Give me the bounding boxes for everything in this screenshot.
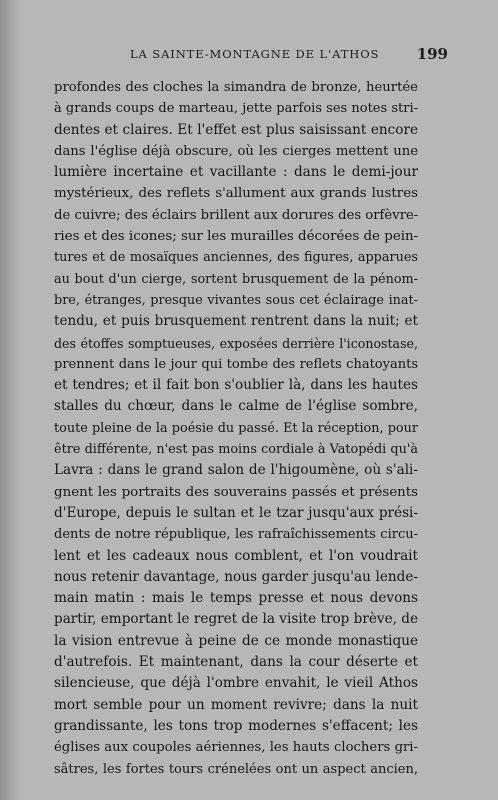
text-line: lumière incertaine et vacillante : dans le demi-jour — [54, 164, 418, 181]
text-line: de cuivre; des éclairs brillent aux dorures des orfèvre- — [54, 207, 419, 223]
text-line: au bout d'un cierge, sortent brusquement de la pénom- — [54, 271, 418, 287]
text-line: main matin : mais le temps presse et nous devons — [54, 590, 418, 607]
page-header — [48, 44, 448, 68]
text-line: et tendres; et il fait bon s'oublier là, dans les hautes — [54, 377, 418, 394]
text-line: Lavra : dans le grand salon de l'higoumène, où s'ali- — [54, 462, 418, 479]
running-title: LA SAINTE-MONTAGNE DE L'ATHOS — [130, 47, 380, 61]
text-line: stalles du chœur, dans le calme de l'église sombre, — [54, 398, 418, 415]
text-line: bre, étranges, presque vivantes sous cet éclairage inat- — [54, 292, 418, 308]
text-line: profondes des cloches la simandra de bronze, heurtée — [54, 80, 418, 95]
text-line: lent et les cadeaux nous comblent, et l'on voudrait — [54, 547, 418, 564]
text-line: prennent dans le jour qui tombe des reflets chatoyants — [54, 356, 418, 372]
text-line: ries et des icones; sur les murailles décorées de pein- — [54, 229, 419, 245]
text-line: dents de notre république, les rafraîchissements circu- — [54, 527, 418, 543]
text-line: toute pleine de la poésie du passé. Et la réception, pour — [54, 420, 418, 436]
page-gutter-shadow — [0, 0, 20, 800]
text-line: être différente, n'est pas moins cordiale à Vatopédi qu'à — [54, 442, 418, 458]
text-line: dans l'église déjà obscure, où les cierges mettent une — [54, 143, 418, 159]
text-line: sâtres, les fortes tours crénelées ont un aspect ancien, — [54, 761, 418, 777]
body-text — [54, 77, 418, 780]
text-line: des étoffes somptueuses, exposées derrière l'iconostase, — [54, 335, 418, 351]
text-line: dentes et claires. Et l'effet est plus saisissant encore — [54, 121, 418, 138]
text-line: grandissante, les tons trop modernes s'effacent; les — [54, 717, 418, 734]
text-line: mystérieux, des reflets s'allument aux grands lustres — [54, 186, 418, 202]
text-line: d'autrefois. Et maintenant, dans la cour déserte et — [54, 654, 418, 671]
text-line: partir, emportant le regret de la visite trop brève, de — [54, 611, 419, 628]
text-line: silencieuse, que déjà l'ombre envahit, le vieil Athos — [54, 675, 418, 692]
text-line: tendu, et puis brusquement rentrent dans la nuit; et — [54, 313, 418, 330]
text-line: tures et de mosaïques anciennes, des figures, apparues — [54, 250, 418, 266]
text-line: gnent les portraits des souverains passés et présents — [54, 484, 418, 500]
page-number: 199 — [416, 45, 448, 63]
text-line: à grands coups de marteau, jette parfois ses notes stri- — [54, 101, 418, 117]
text-line: la vision entrevue à peine de ce monde monastique — [54, 632, 418, 649]
text-line: nous retenir davantage, nous garder jusqu'au lende- — [54, 568, 418, 585]
text-line: églises aux coupoles aériennes, les hauts clochers gri- — [54, 740, 418, 756]
text-line: mort semble pour un moment revivre; dans la nuit — [54, 696, 418, 713]
text-line: d'Europe, depuis le sultan et le tzar jusqu'aux prési- — [54, 504, 418, 521]
